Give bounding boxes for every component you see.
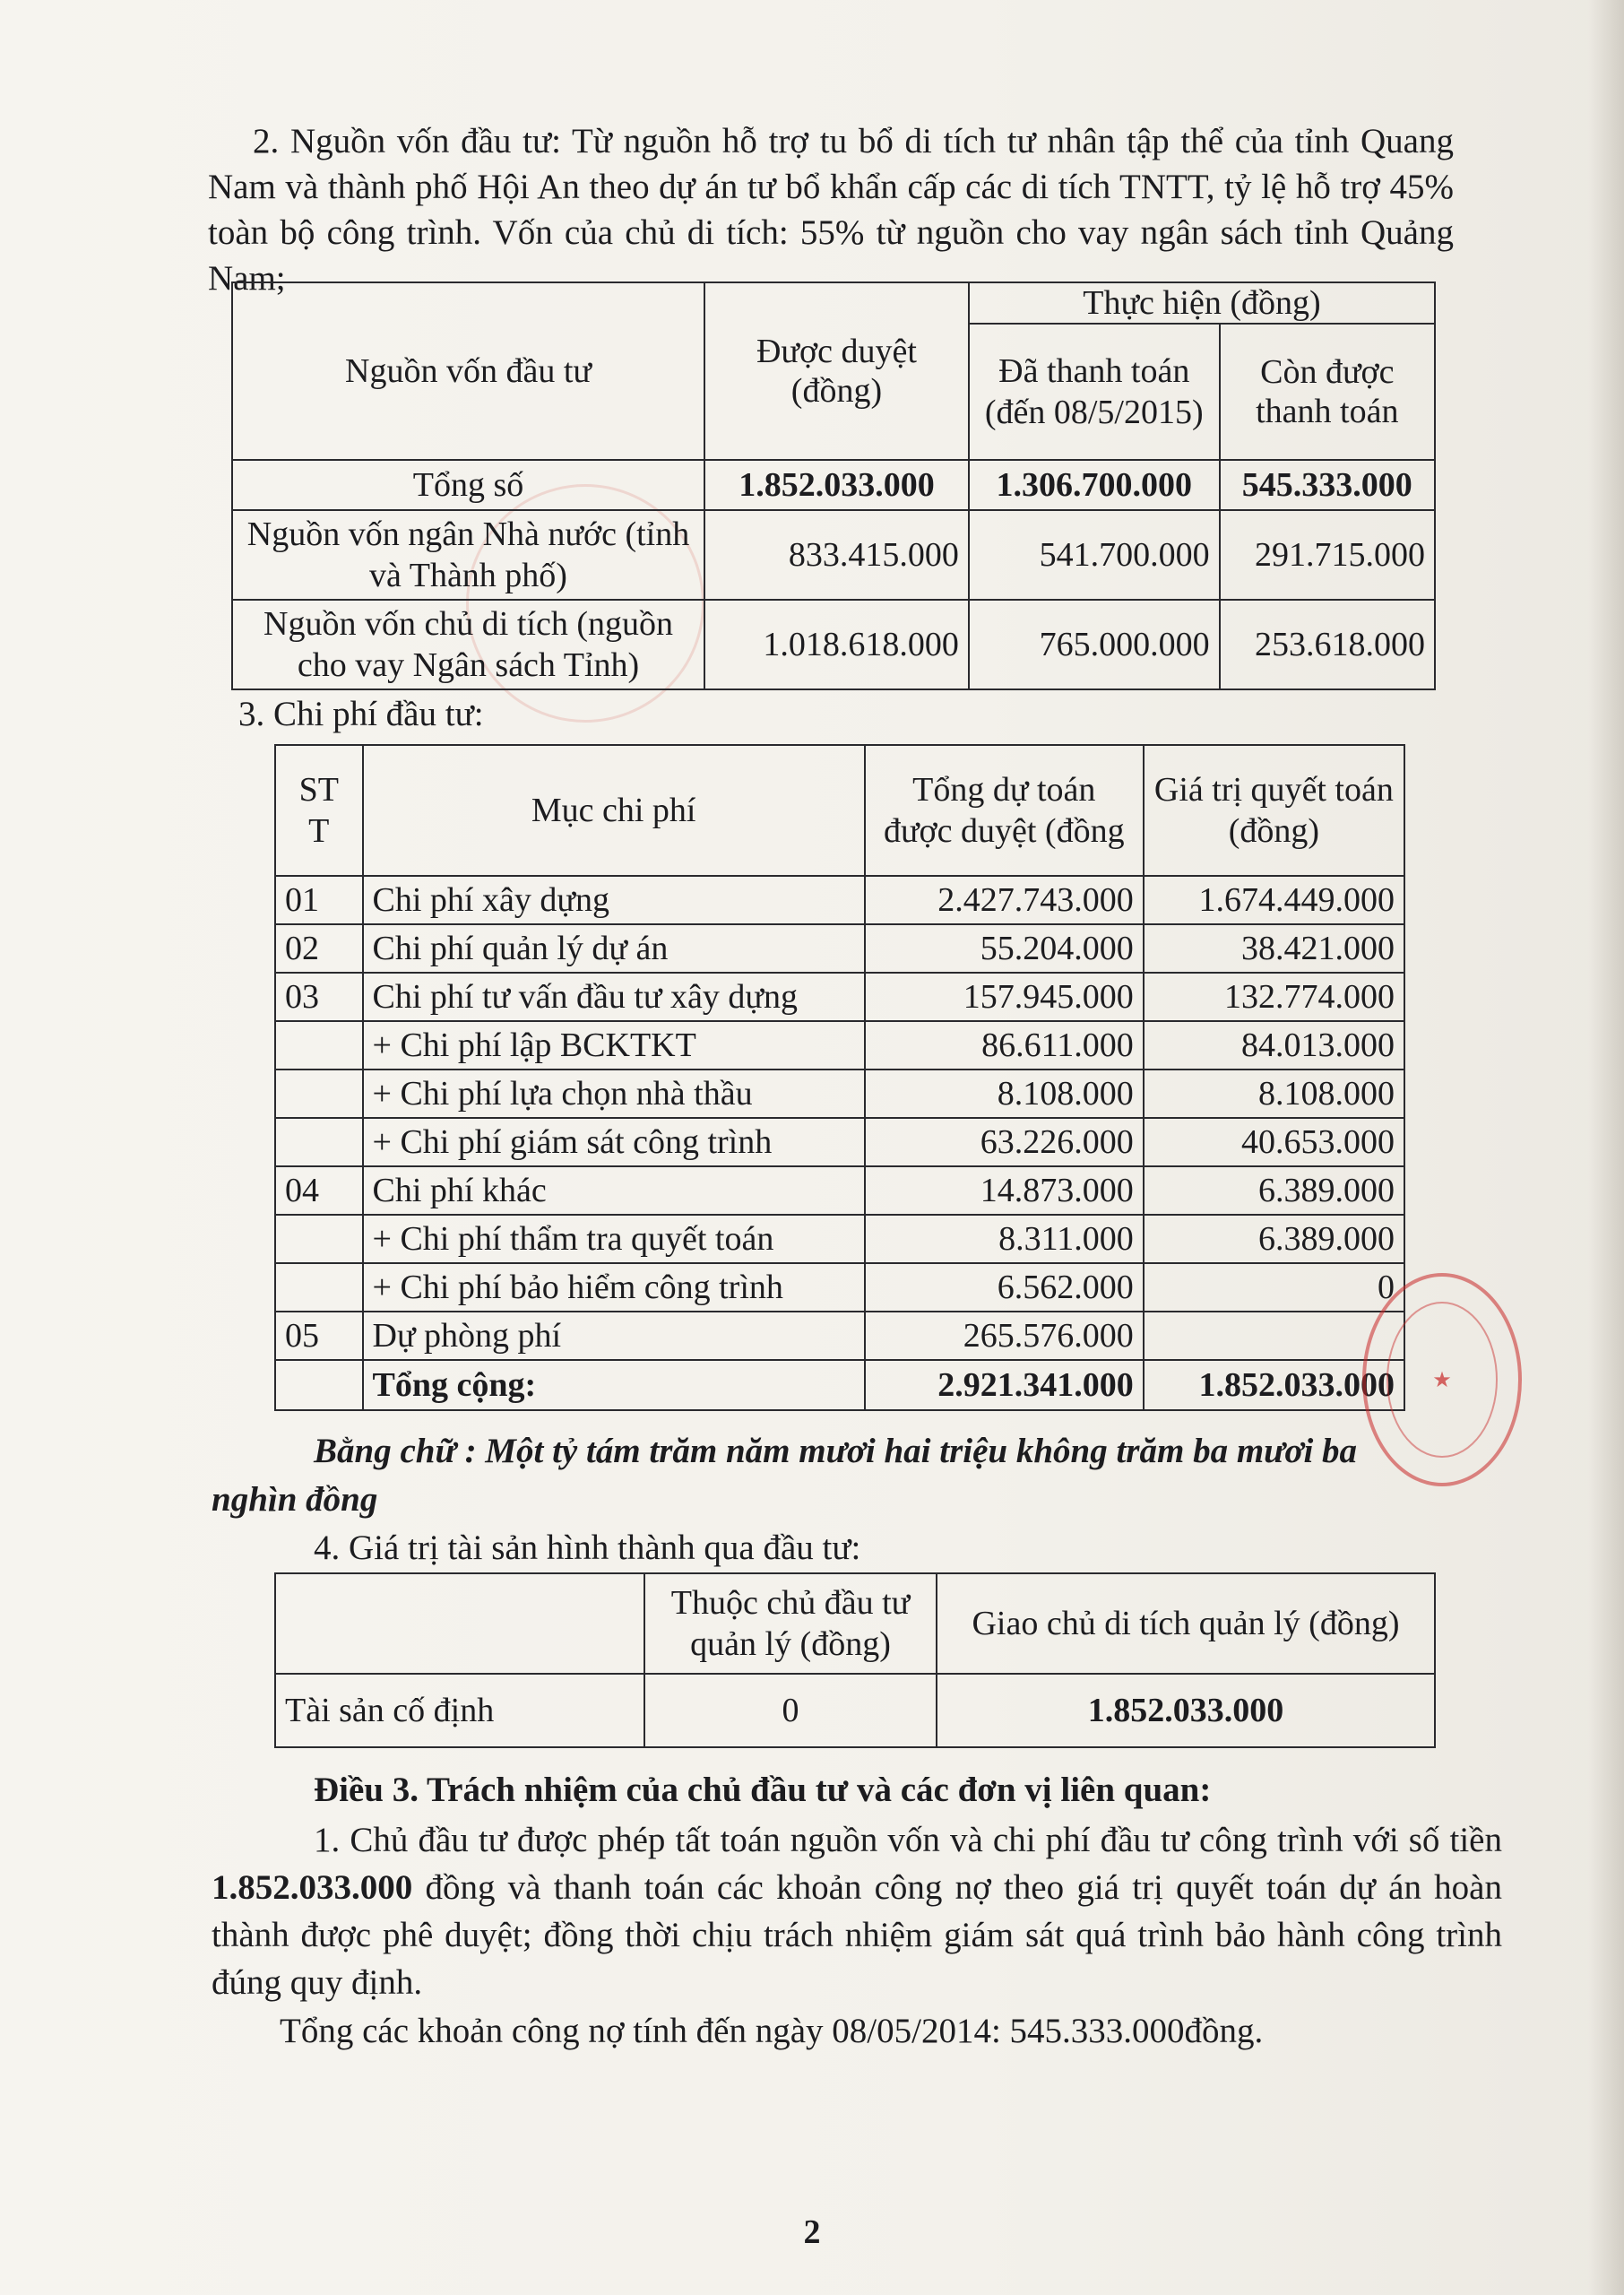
total-estimate: 2.921.341.000 bbox=[865, 1360, 1144, 1410]
table-row bbox=[275, 1263, 1404, 1312]
row-label: Tổng số bbox=[232, 460, 704, 510]
cost-item: Chi phí khác bbox=[363, 1166, 865, 1215]
red-official-seal bbox=[1362, 1273, 1522, 1486]
row-label: Nguồn vốn ngân Nhà nước (tỉnh và Thành phố) bbox=[232, 510, 704, 600]
header-estimate: Tổng dự toán được duyệt (đồng bbox=[865, 745, 1144, 876]
table-row bbox=[275, 1070, 1404, 1118]
cost-estimate: 8.108.000 bbox=[865, 1070, 1144, 1118]
total-settled: 1.852.033.000 bbox=[1144, 1360, 1404, 1410]
cost-item: + Chi phí thẩm tra quyết toán bbox=[363, 1215, 865, 1263]
table-row bbox=[275, 973, 1404, 1021]
table-row bbox=[232, 460, 1435, 510]
header-settled: Giá trị quyết toán (đồng) bbox=[1144, 745, 1404, 876]
section-4-heading: 4. Giá trị tài sản hình thành qua đầu tư: bbox=[314, 1529, 861, 1567]
cost-settled: 6.389.000 bbox=[1144, 1166, 1404, 1215]
cost-stt bbox=[275, 1263, 363, 1312]
approved-value: 1.852.033.000 bbox=[704, 460, 969, 510]
asset-value-table bbox=[274, 1572, 1436, 1748]
cost-estimate: 265.576.000 bbox=[865, 1312, 1144, 1360]
section-2-paragraph: 2. Nguồn vốn đầu tư: Từ nguồn hỗ trợ tu bổ di tích tư nhân tập thể của tỉnh Quang Nam và thành phố Hội An theo dự án tư bổ khẩn cấp các di tích TNTT, tỷ lệ hỗ trợ 45% toàn bộ công trình. Vốn của chủ di tích: 55% từ nguồn cho vay ngân sách tỉnh Quảng Nam; bbox=[208, 122, 1454, 298]
header-empty bbox=[275, 1573, 644, 1674]
header-source: Nguồn vốn đầu tư bbox=[232, 282, 704, 460]
article-3-heading: Điều 3. Trách nhiệm của chủ đầu tư và các đơn vị liên quan: bbox=[314, 1771, 1212, 1809]
paid-value: 765.000.000 bbox=[969, 600, 1220, 689]
table-row bbox=[275, 1312, 1404, 1360]
cost-estimate: 8.311.000 bbox=[865, 1215, 1144, 1263]
total-row bbox=[275, 1360, 1404, 1410]
cost-settled: 38.421.000 bbox=[1144, 924, 1404, 973]
table-row bbox=[232, 510, 1435, 600]
table-row bbox=[275, 1674, 1435, 1747]
cost-rows bbox=[275, 876, 1404, 1360]
remaining-value: 253.618.000 bbox=[1220, 600, 1435, 689]
total-stt bbox=[275, 1360, 363, 1410]
row-label: Nguồn vốn chủ di tích (nguồn cho vay Ngân sách Tỉnh) bbox=[232, 600, 704, 689]
cost-item: + Chi phí lựa chọn nhà thầu bbox=[363, 1070, 865, 1118]
cost-stt bbox=[275, 1070, 363, 1118]
header-owner: Thuộc chủ đầu tư quản lý (đồng) bbox=[644, 1573, 937, 1674]
table-row bbox=[275, 876, 1404, 924]
seal-star-icon: ★ bbox=[1386, 1302, 1498, 1458]
paid-value: 541.700.000 bbox=[969, 510, 1220, 600]
cost-item: + Chi phí giám sát công trình bbox=[363, 1118, 865, 1166]
amount-in-words-line-2: nghìn đồng bbox=[212, 1480, 378, 1519]
cost-estimate: 2.427.743.000 bbox=[865, 876, 1144, 924]
header-actual: Thực hiện (đồng) bbox=[969, 282, 1435, 324]
cost-stt: 04 bbox=[275, 1166, 363, 1215]
cost-item: + Chi phí bảo hiểm công trình bbox=[363, 1263, 865, 1312]
cost-estimate: 55.204.000 bbox=[865, 924, 1144, 973]
remaining-value: 545.333.000 bbox=[1220, 460, 1435, 510]
cost-item: Chi phí tư vấn đầu tư xây dựng bbox=[363, 973, 865, 1021]
cost-stt bbox=[275, 1021, 363, 1070]
table-row bbox=[275, 1021, 1404, 1070]
cost-item: Chi phí xây dựng bbox=[363, 876, 865, 924]
article-3-text-a: 1. Chủ đầu tư được phép tất toán nguồn vốn và chi phí đầu tư công trình với số tiền bbox=[314, 1821, 1502, 1859]
cost-estimate: 157.945.000 bbox=[865, 973, 1144, 1021]
cost-settled: 1.674.449.000 bbox=[1144, 876, 1404, 924]
article-3-paragraph-1 bbox=[212, 1816, 1502, 2006]
amount-in-words-line-1: Bằng chữ : Một tỷ tám trăm năm mươi hai triệu không trăm ba mươi ba bbox=[314, 1432, 1358, 1470]
cost-estimate: 14.873.000 bbox=[865, 1166, 1144, 1215]
cost-settled: 0 bbox=[1144, 1263, 1404, 1312]
header-stt: ST T bbox=[275, 745, 363, 876]
cost-settled: 8.108.000 bbox=[1144, 1070, 1404, 1118]
cost-stt: 05 bbox=[275, 1312, 363, 1360]
approved-value: 1.018.618.000 bbox=[704, 600, 969, 689]
table-row bbox=[275, 1118, 1404, 1166]
cost-stt bbox=[275, 1215, 363, 1263]
table-row bbox=[232, 600, 1435, 689]
investment-source-table bbox=[231, 281, 1436, 690]
cost-item: Chi phí quản lý dự án bbox=[363, 924, 865, 973]
remaining-value: 291.715.000 bbox=[1220, 510, 1435, 600]
cost-item: Dự phòng phí bbox=[363, 1312, 865, 1360]
table-row bbox=[275, 1215, 1404, 1263]
total-label: Tổng cộng: bbox=[363, 1360, 865, 1410]
asset-label: Tài sản cố định bbox=[275, 1674, 644, 1747]
section-3-heading: 3. Chi phí đầu tư: bbox=[238, 695, 484, 733]
header-relic: Giao chủ di tích quản lý (đồng) bbox=[937, 1573, 1435, 1674]
header-approved: Được duyệt (đồng) bbox=[704, 282, 969, 460]
approved-value: 833.415.000 bbox=[704, 510, 969, 600]
article-3-paragraph-2: Tổng các khoản công nợ tính đến ngày 08/05/2014: 545.333.000đồng. bbox=[280, 2012, 1264, 2050]
page-number: 2 bbox=[803, 2213, 821, 2251]
cost-settled: 132.774.000 bbox=[1144, 973, 1404, 1021]
investment-cost-table bbox=[274, 744, 1405, 1411]
header-paid: Đã thanh toán (đến 08/5/2015) bbox=[969, 324, 1220, 460]
cost-stt: 02 bbox=[275, 924, 363, 973]
cost-stt bbox=[275, 1118, 363, 1166]
cost-stt: 01 bbox=[275, 876, 363, 924]
article-3-amount: 1.852.033.000 bbox=[212, 1868, 413, 1907]
cost-estimate: 86.611.000 bbox=[865, 1021, 1144, 1070]
cost-settled: 6.389.000 bbox=[1144, 1215, 1404, 1263]
relic-value: 1.852.033.000 bbox=[937, 1674, 1435, 1747]
table-row bbox=[275, 1166, 1404, 1215]
header-item: Mục chi phí bbox=[363, 745, 865, 876]
cost-settled: 84.013.000 bbox=[1144, 1021, 1404, 1070]
cost-stt: 03 bbox=[275, 973, 363, 1021]
paid-value: 1.306.700.000 bbox=[969, 460, 1220, 510]
cost-estimate: 63.226.000 bbox=[865, 1118, 1144, 1166]
table-row bbox=[275, 924, 1404, 973]
cost-settled: 40.653.000 bbox=[1144, 1118, 1404, 1166]
article-3-text-b: đồng và thanh toán các khoản công nợ theo giá trị quyết toán dự án hoàn thành được phê duyệt; đồng thời chịu trách nhiệm giám sát quá trình bảo hành công trình đúng quy định. bbox=[212, 1868, 1502, 2002]
cost-item: + Chi phí lập BCKTKT bbox=[363, 1021, 865, 1070]
cost-estimate: 6.562.000 bbox=[865, 1263, 1144, 1312]
owner-value: 0 bbox=[644, 1674, 937, 1747]
page-edge-shadow bbox=[1588, 0, 1624, 2295]
header-remaining: Còn được thanh toán bbox=[1220, 324, 1435, 460]
